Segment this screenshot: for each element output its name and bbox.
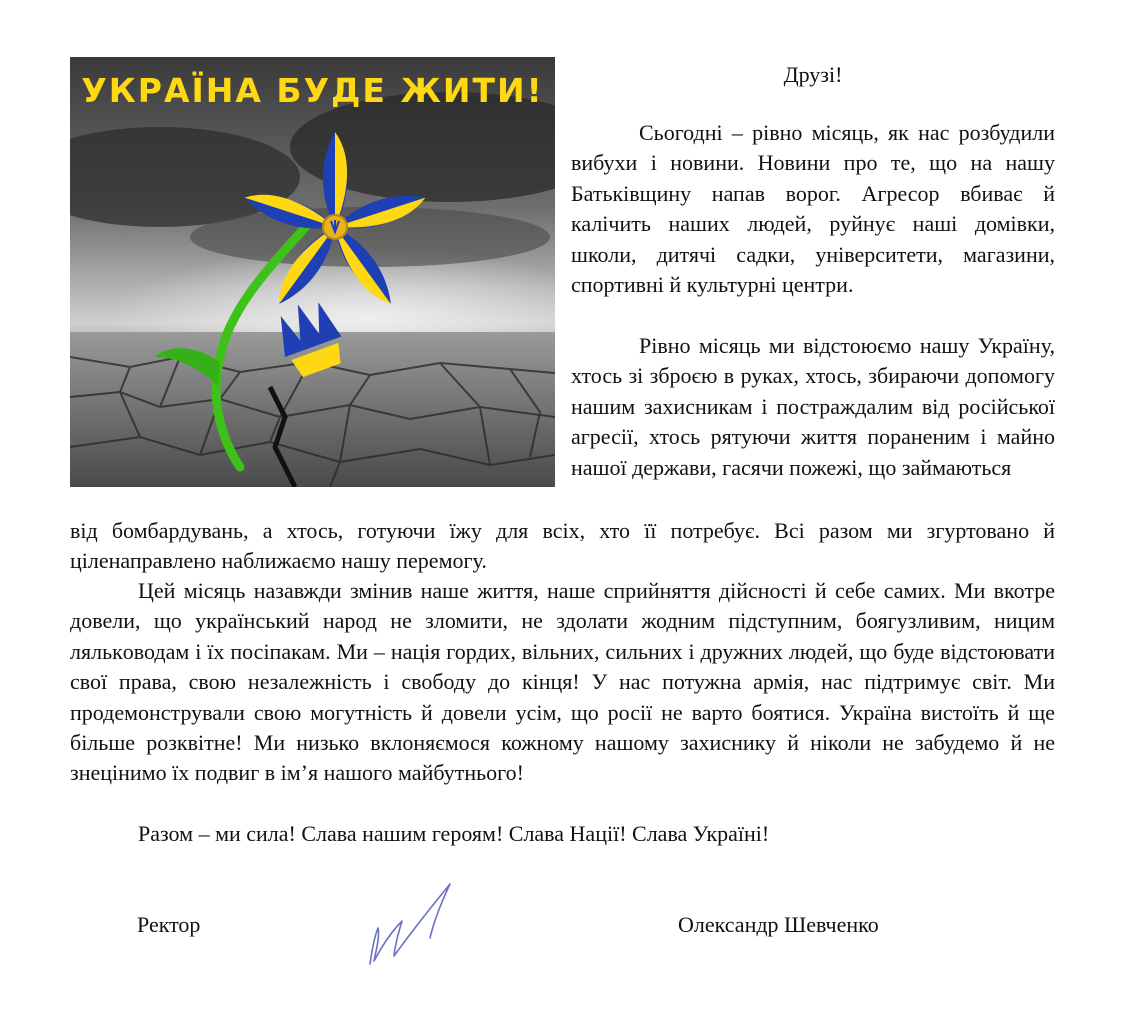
paragraph-3: Цей місяць назавжди змінив наше життя, наше сприйняття дійсності й себе самих. Ми вкотре довели, що український народ не зломити, не здолати жодним підступним, боягузливим, ницим лялькoводам і їх посіпакам. Ми – нація гордих, вільних, сильних і дружних людей, що буде відстоювати свої права, свою незалежність і свободу до кінця! У нас потужна армія, нас підтримує світ. Ми продемонстрували свою могутність й довели усім, що росії не варто боятися. Україна вистоїть й ще більше розквітне! Ми низько вклоняємося кожному нашому захиснику й ніколи не забудемо й не знецінимо їх подвиг в ім’я нашого майбутнього! bbox=[70, 578, 1055, 786]
paragraph-4: Разом – ми сила! Слава нашим героям! Слава Нації! Слава Україні! bbox=[138, 821, 770, 846]
signer-name: Олександр Шевченко bbox=[678, 912, 879, 937]
paragraph-2-part-1: Рівно місяць ми відстоюємо нашу Україну, хтось зі зброєю в руках, хтось, збираючи допомогу нашим захисникам і постраждалим від російської агресії, хтось рятуючи життя пораненим і майно нашої держави, гасячи пожежі, що займаються bbox=[571, 333, 1055, 480]
poster-image bbox=[70, 57, 555, 487]
handwritten-signature bbox=[362, 876, 462, 971]
letter-greeting: Друзі! bbox=[783, 62, 843, 87]
paragraph-1: Сьогодні – рівно місяць, як нас розбудили вибухи і новини. Новини про те, що на нашу Батьківщину напав ворог. Агресор вбиває й калічить наших людей, руйнує наші домівки, школи, дитячі садки, університети, магазини, спортивні й культурні центри. bbox=[571, 120, 1055, 298]
paragraph-2-part-2: від бомбардувань, а хтось, готуючи їжу для всіх, хто її потребує. Всі разом ми згуртовано й цілeнаправлено наближаємо нашу перемогу. bbox=[70, 518, 1055, 574]
poster-illustration bbox=[70, 57, 555, 487]
signer-role: Ректор bbox=[137, 912, 201, 937]
poster-title: УКРАЇНА БУДЕ ЖИТИ! bbox=[81, 71, 544, 110]
